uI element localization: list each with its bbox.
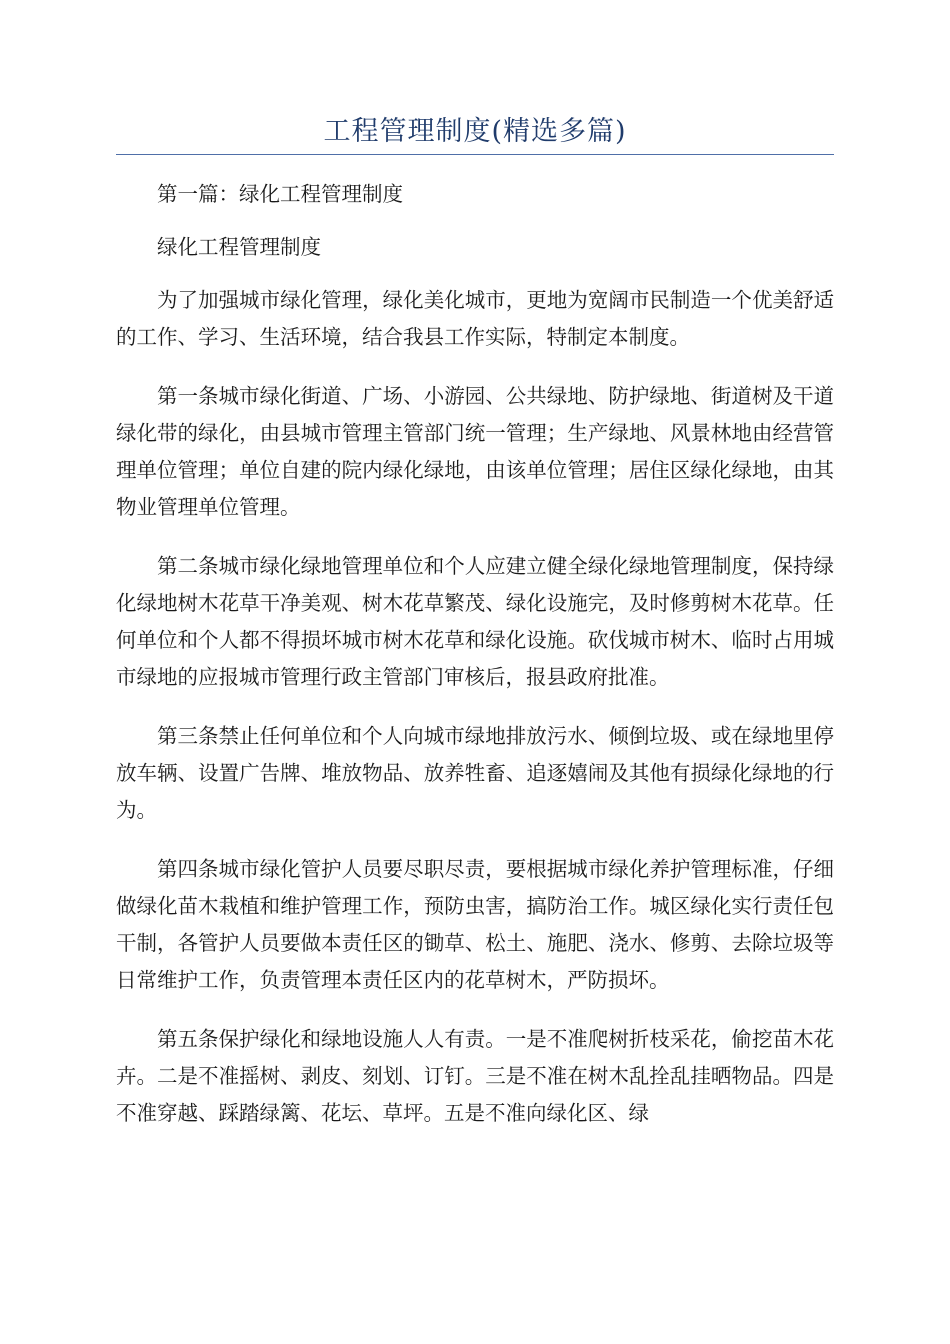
document-body <box>116 176 834 1154</box>
article-2-paragraph: 第二条城市绿化绿地管理单位和个人应建立健全绿化绿地管理制度，保持绿化绿地树木花草干净美观、树木花草繁茂、绿化设施完，及时修剪树木花草。任何单位和个人都不得损坏城市树木花草和绿化设施。砍伐城市树木、临时占用城市绿地的应报城市管理行政主管部门审核后，报县政府批准。 <box>116 554 834 689</box>
article-5-paragraph: 第五条保护绿化和绿地设施人人有责。一是不准爬树折枝采花，偷挖苗木花卉。二是不准摇树、剥皮、刻划、订钉。三是不准在树木乱拴乱挂晒物品。四是不准穿越、踩踏绿篱、花坛、草坪。五是不准向绿化区、绿 <box>116 1027 834 1125</box>
document-title: 工程管理制度(精选多篇) <box>323 116 627 147</box>
chapter-heading: 第一篇：绿化工程管理制度 <box>157 182 403 206</box>
title-underline <box>116 154 834 155</box>
article-4-paragraph: 第四条城市绿化管护人员要尽职尽责，要根据城市绿化养护管理标准，仔细做绿化苗木栽植和维护管理工作，预防虫害，搞防治工作。城区绿化实行责任包干制，各管护人员要做本责任区的锄草、松土、施肥、浇水、修剪、去除垃圾等日常维护工作，负责管理本责任区内的花草树木，严防损坏。 <box>116 857 834 992</box>
intro-paragraph: 为了加强城市绿化管理，绿化美化城市，更地为宽阔市民制造一个优美舒适的工作、学习、生活环境，结合我县工作实际，特制定本制度。 <box>116 288 834 349</box>
article-1-paragraph: 第一条城市绿化街道、广场、小游园、公共绿地、防护绿地、街道树及干道绿化带的绿化，由县城市管理主管部门统一管理；生产绿地、风景林地由经营管理单位管理；单位自建的院内绿化绿地，由该单位管理；居住区绿化绿地，由其物业管理单位管理。 <box>116 384 834 519</box>
article-3-paragraph: 第三条禁止任何单位和个人向城市绿地排放污水、倾倒垃圾、或在绿地里停放车辆、设置广告牌、堆放物品、放养牲畜、追逐嬉闹及其他有损绿化绿地的行为。 <box>116 724 834 822</box>
section-heading: 绿化工程管理制度 <box>157 235 321 259</box>
